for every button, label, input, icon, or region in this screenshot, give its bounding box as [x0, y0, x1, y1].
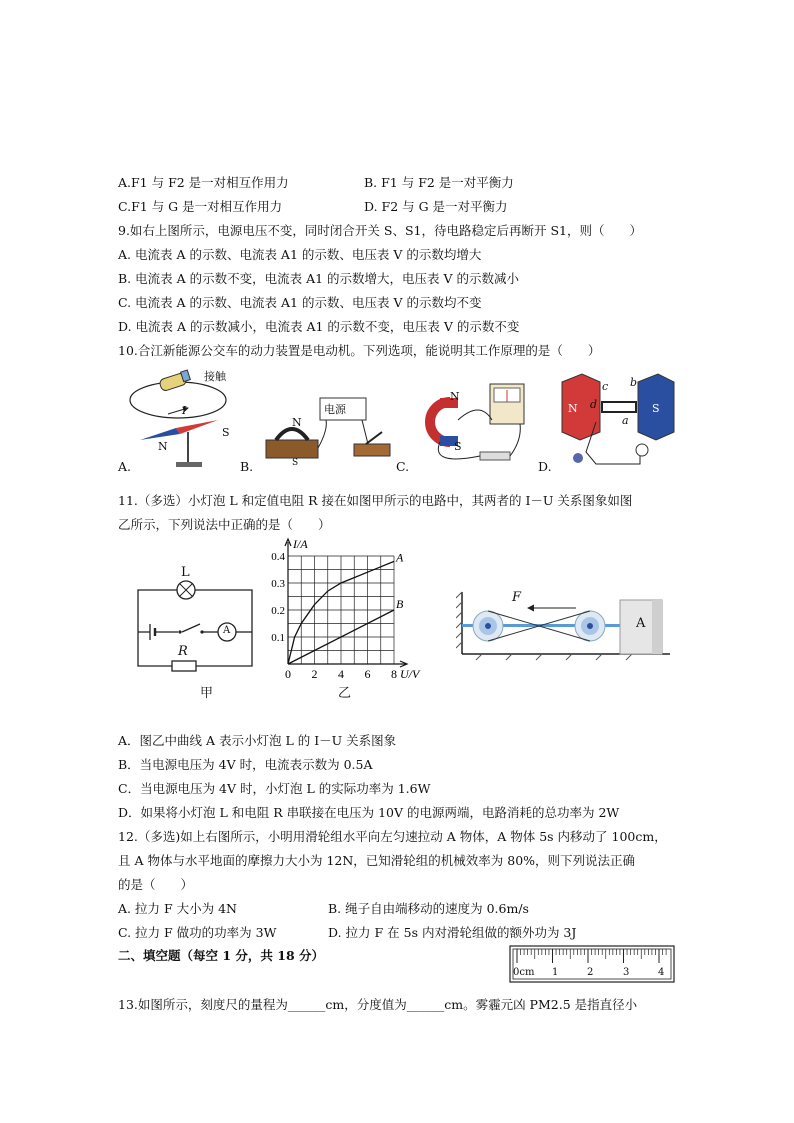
q11-stem-line1: 11.（多选）小灯泡 L 和定值电阻 R 接在如图甲所示的电路中，其两者的 I－U 关系图象如图	[118, 493, 633, 508]
x-tick-label: 4	[338, 667, 344, 681]
y-tick-label: 0.3	[271, 578, 285, 590]
x-tick-label: 6	[364, 667, 371, 681]
q10-label-c: C.	[396, 459, 410, 474]
q10-stem: 10.合江新能源公交车的动力装置是电动机。下列选项，能说明其工作原理的是（ ）	[118, 343, 601, 358]
q10-figure-b	[258, 390, 398, 470]
q11-iu-chart	[262, 536, 422, 700]
s-pole-label: S	[454, 440, 462, 453]
q12-option-d: D. 拉力 F 在 5s 内对滑轮组做的额外功为 3J	[328, 925, 577, 940]
y-tick-label: 0.1	[271, 632, 285, 644]
n-pole-label: N	[158, 440, 168, 453]
force-f-label: F	[512, 590, 522, 605]
q12-option-c: C. 拉力 F 做功的功率为 3W	[118, 925, 277, 940]
q9-option-d: D. 电流表 A 的示数减小，电流表 A1 的示数不变，电压表 V 的示数不变	[118, 319, 520, 334]
q11-stem-line2: 乙所示，下列说法中正确的是（ ）	[118, 517, 331, 532]
q8-option-a: A.F1 与 F2 是一对相互作用力	[118, 175, 289, 190]
q11-option-a: A．图乙中曲线 A 表示小灯泡 L 的 I－U 关系图象	[118, 733, 397, 748]
y-axis-label: I/A	[293, 537, 308, 551]
point-c-label: c	[602, 380, 609, 393]
q8-option-b: B. F1 与 F2 是一对平衡力	[364, 175, 514, 190]
q11-option-d: D．如果将小灯泡 L 和电阻 R 串联接在电压为 10V 的电源两端，电路消耗的总功率为 2W	[118, 805, 620, 820]
ammeter-label: A	[223, 625, 231, 636]
q9-option-c: C. 电流表 A 的示数、电流表 A1 的示数、电压表 V 的示数均不变	[118, 295, 482, 310]
s-pole-label: S	[222, 426, 230, 439]
lamp-label: L	[181, 565, 190, 580]
q10-label-a: A.	[118, 459, 132, 474]
q8-option-d: D. F2 与 G 是一对平衡力	[364, 199, 508, 214]
point-a-label: a	[622, 414, 629, 427]
series-label-B: B	[396, 597, 404, 611]
q13-text: 13.如图所示，刻度尺的量程为______cm，分度值为______cm。雾霾元凶 PM2.5 是指直径小	[118, 997, 638, 1012]
q12-stem-line2: 且 A 物体与水平地面的摩擦力大小为 12N，已知滑轮组的机械效率为 80%，则下列说法正确	[118, 853, 636, 868]
q10-label-d: D.	[538, 459, 552, 474]
q11-circuit-figure	[130, 560, 260, 700]
x-tick-label: 2	[311, 667, 318, 681]
s-pole-label: S	[292, 458, 299, 468]
ruler-label-1: 1	[552, 967, 559, 978]
q12-option-b: B. 绳子自由端移动的速度为 0.6m/s	[328, 901, 529, 916]
ruler-label-4: 4	[658, 967, 665, 978]
q12-option-a: A. 拉力 F 大小为 4N	[118, 901, 237, 916]
series-label-A: A	[396, 550, 404, 565]
contact-label: 接触	[204, 370, 226, 383]
n-pole-label: N	[450, 390, 460, 403]
y-tick-label: 0.4	[271, 551, 285, 563]
power-source-label: 电源	[324, 403, 346, 416]
point-b-label: b	[630, 376, 638, 389]
s-pole-label: S	[652, 402, 660, 415]
n-pole-label: N	[568, 402, 578, 415]
n-pole-label: N	[292, 416, 302, 429]
q12-stem-line3: 的是（ ）	[118, 877, 194, 892]
x-tick-label: 8	[391, 667, 397, 681]
q10-figure-c	[410, 380, 530, 472]
ruler-label-3: 3	[623, 967, 630, 978]
q11-option-c: C．当电源电压为 4V 时，小灯泡 L 的实际功率为 1.6W	[118, 781, 431, 796]
q10-label-b: B.	[240, 459, 254, 474]
chart-caption: 乙	[338, 686, 352, 701]
block-a-label: A	[636, 616, 646, 631]
ruler-figure	[509, 945, 675, 983]
q9-option-b: B. 电流表 A 的示数不变，电流表 A1 的示数增大，电压表 V 的示数减小	[118, 271, 520, 286]
ruler-label-0: 0cm	[513, 967, 535, 978]
current-label: I	[182, 404, 187, 417]
q12-stem-line1: 12.（多选)如上右图所示，小明用滑轮组水平向左匀速拉动 A 物体，A 物体 5s 内移动了 100cm，	[118, 829, 667, 844]
q12-pulley-figure	[456, 586, 670, 662]
ruler-label-2: 2	[587, 967, 594, 978]
q11-option-b: B．当电源电压为 4V 时，电流表示数为 0.5A	[118, 757, 373, 772]
q9-stem: 9.如右上图所示，电源电压不变，同时闭合开关 S、S1，待电路稳定后再断开 S1，则（ ）	[118, 223, 642, 238]
point-d-label: d	[590, 398, 598, 411]
circuit-caption: 甲	[200, 686, 214, 701]
x-tick-label: 0	[285, 667, 291, 681]
y-tick-label: 0.2	[271, 605, 285, 617]
q9-option-a: A. 电流表 A 的示数、电流表 A1 的示数、电压表 V 的示数均增大	[118, 247, 482, 262]
x-axis-label: U/V	[400, 667, 420, 681]
resistor-label: R	[178, 644, 188, 659]
q8-option-c: C.F1 与 G 是一对相互作用力	[118, 199, 283, 214]
section-title: 二、填空题（每空 1 分，共 18 分）	[118, 948, 325, 963]
q10-figure-d	[556, 372, 676, 472]
q10-figure-a	[118, 368, 238, 474]
